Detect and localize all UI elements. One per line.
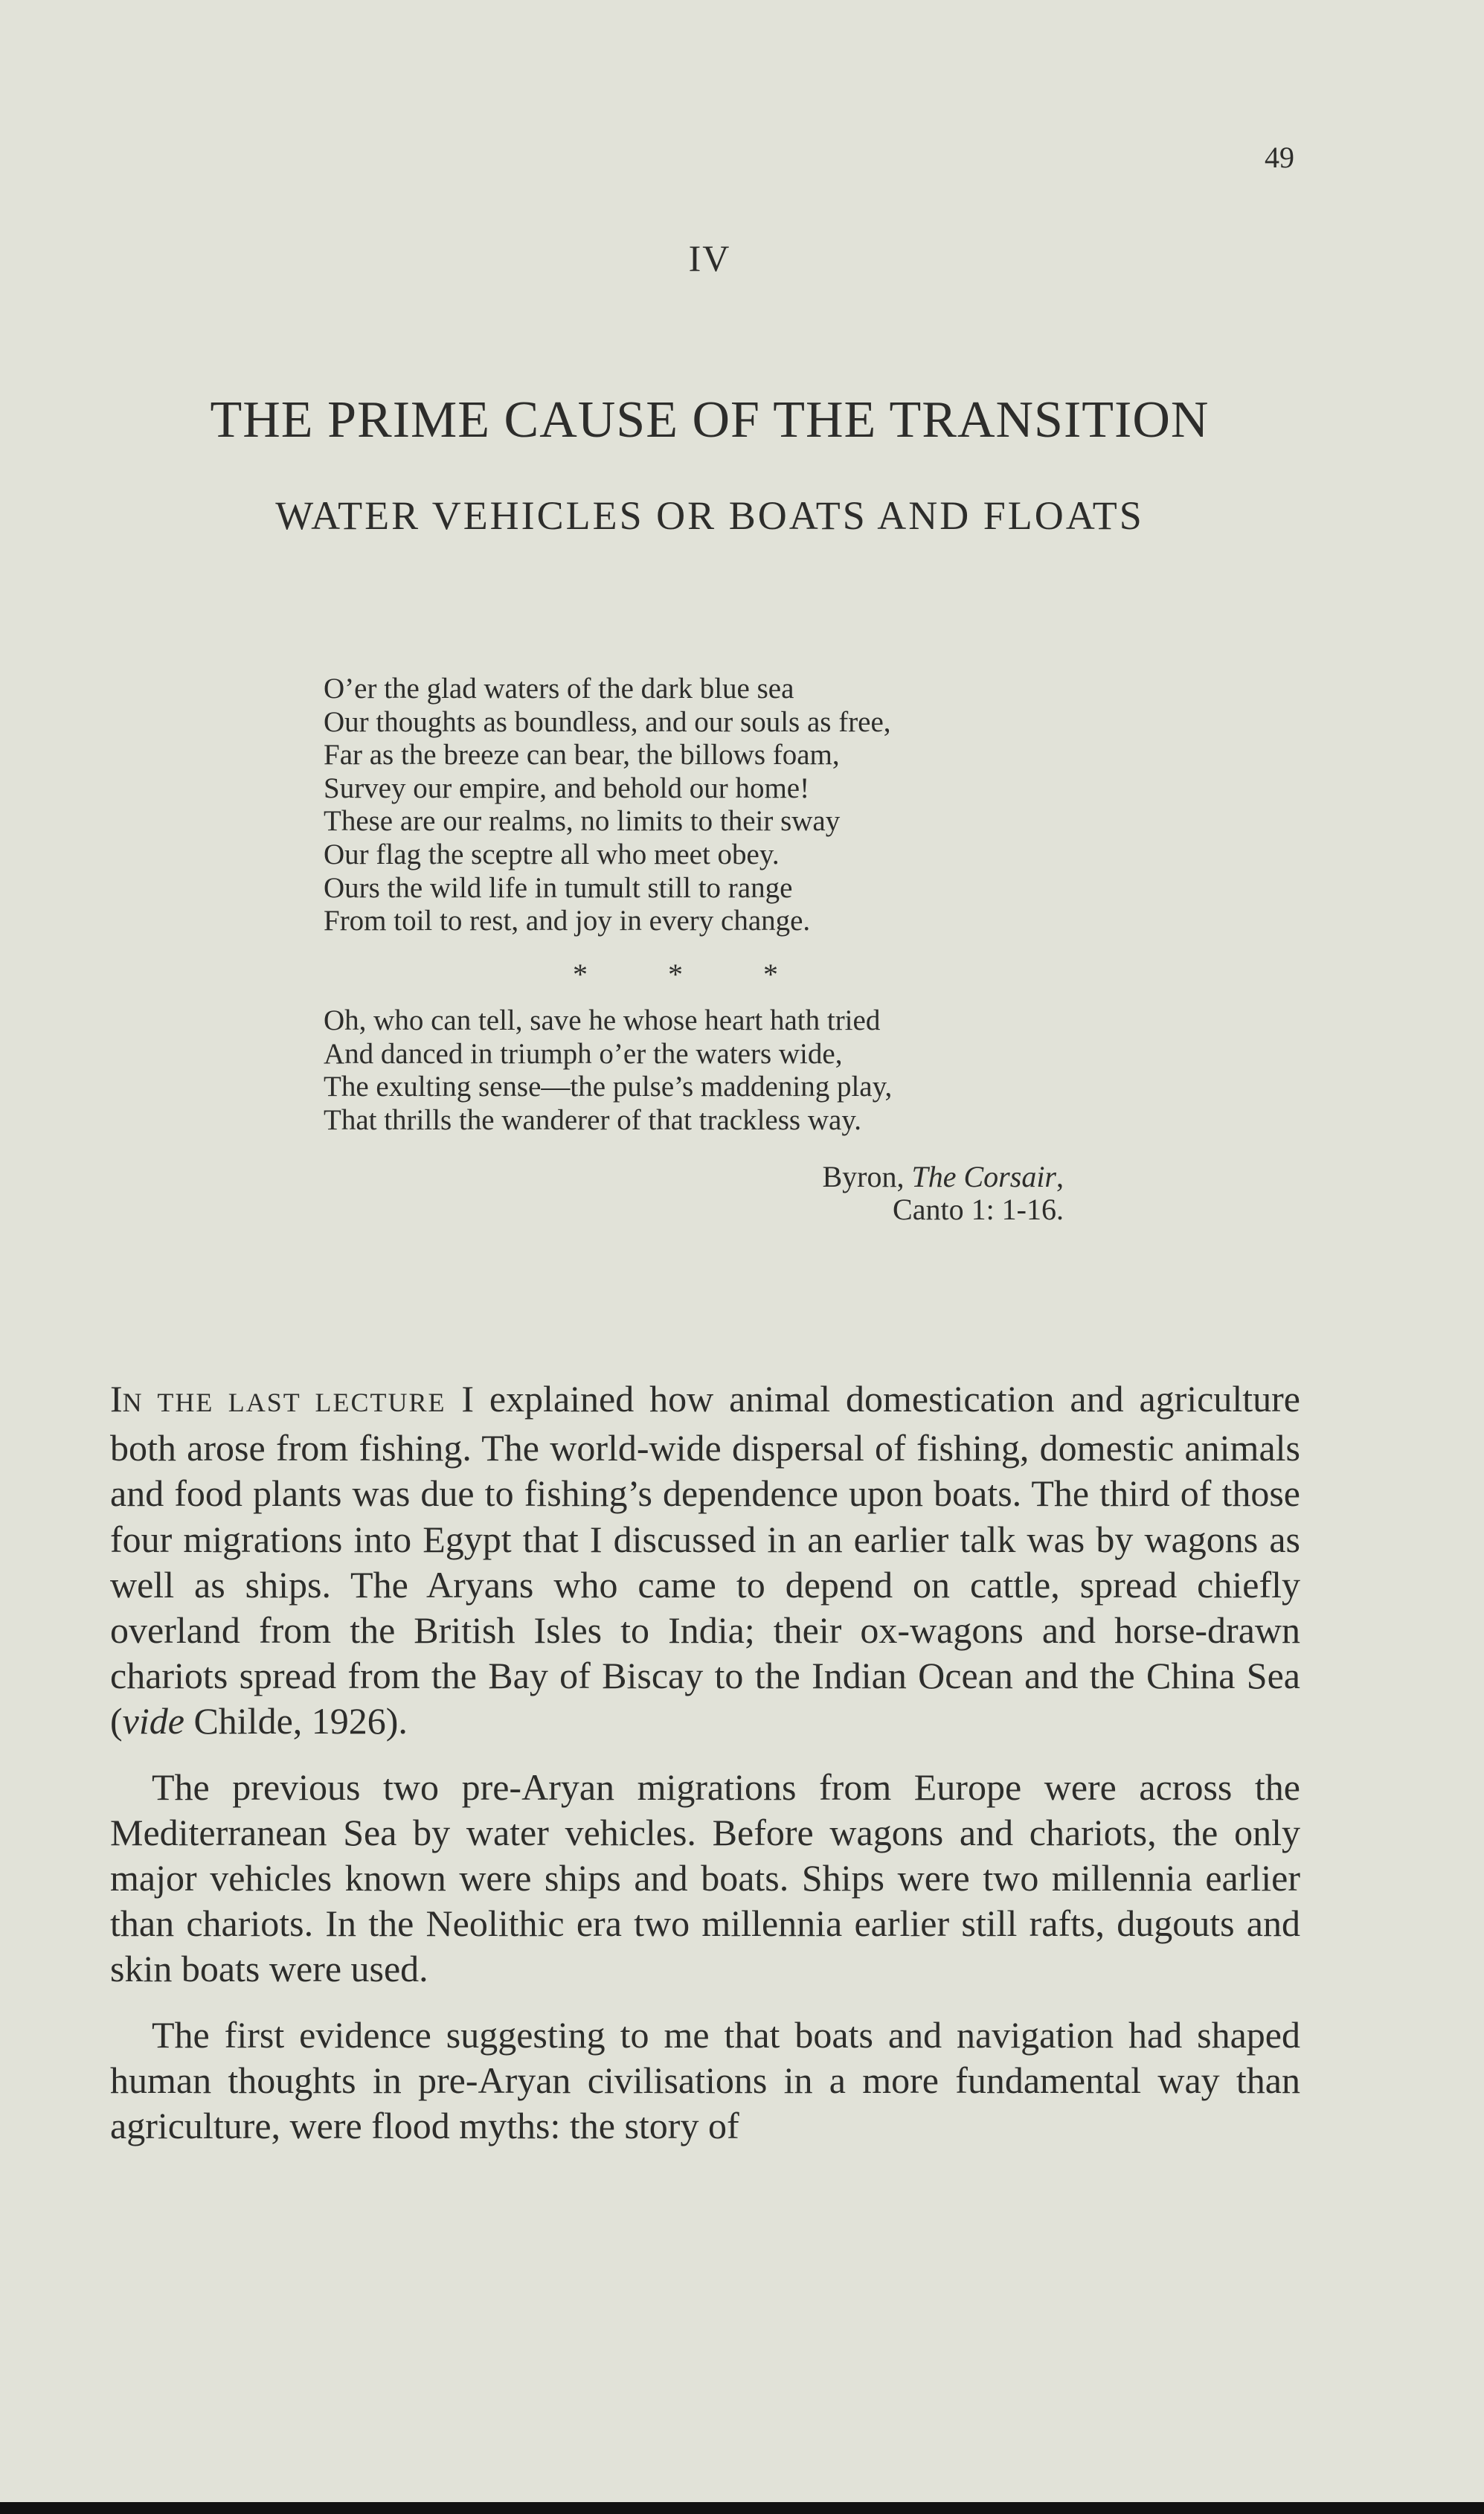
verse-line: The exulting sense—the pulse’s maddening play,	[324, 1071, 893, 1103]
vide-italic: vide	[122, 1700, 184, 1742]
epigraph-attribution	[759, 1161, 1064, 1226]
verse-line: O’er the glad waters of the dark blue sea	[324, 673, 794, 705]
attribution-author-line	[759, 1161, 1064, 1193]
verse-line: Our flag the sceptre all who meet obey.	[324, 838, 780, 870]
paragraph-1-text: I explained how animal domestication and agriculture both arose from fishing. The world-wide dispersal of fishing, domestic animals and food plants was due to fishing’s dependence upon boats. The third of those four migrations into Egypt that I discussed in an earlier talk was by wagons as well as ships. The Aryans who came to depend on cattle, spread chiefly overland from the British Isles to India; their ox-wagons and horse-drawn chariots spread from the Bay of Biscay to the Indian Ocean and the China Sea (	[110, 1378, 1300, 1742]
asterisk: *	[763, 958, 778, 991]
verse-line: Far as the breeze can bear, the billows foam,	[324, 739, 840, 772]
drop-first-letter: I	[110, 1378, 123, 1420]
verse-line: These are our realms, no limits to their sway	[324, 805, 841, 838]
attribution-work: The Corsair	[911, 1160, 1056, 1193]
verse-line: Our thoughts as boundless, and our souls as free,	[324, 705, 891, 738]
verse-line: Survey our empire, and behold our home!	[324, 772, 810, 804]
attribution-work-suffix: ,	[1056, 1160, 1064, 1193]
small-caps-opening: N THE LAST LECTURE	[122, 1388, 446, 1417]
epigraph-stanza-2	[324, 1004, 892, 1137]
stanza-separator	[573, 957, 858, 992]
verse-line: Ours the wild life in tumult still to range	[324, 871, 793, 904]
paragraph-2: The previous two pre-Aryan migrations from Europe were across the Mediterranean Sea by water vehicles. Before wagons and chariots, the only major vehicles known were ships and boats. Ships were two millennia earlier than chariots. In the Neolithic era two millennia earlier still rafts, dugouts and skin boats were used.	[110, 1766, 1300, 1990]
asterisk: *	[573, 958, 588, 991]
body-text	[110, 1376, 1300, 2169]
paragraph-1	[110, 1376, 1300, 1745]
attribution-canto: Canto 1: 1-16.	[893, 1193, 1064, 1226]
page-number: 49	[1265, 141, 1294, 174]
epigraph-stanza-1	[324, 673, 891, 938]
chapter-number: IV	[688, 237, 731, 279]
paragraph-1-end: Childe, 1926).	[184, 1700, 408, 1742]
verse-line: That thrills the wanderer of that trackless way.	[324, 1103, 862, 1136]
attribution-author: Byron,	[822, 1160, 912, 1193]
verse-line: And danced in triumph o’er the waters wide,	[324, 1037, 843, 1070]
verse-line: From toil to rest, and joy in every change.	[324, 905, 811, 937]
chapter-subtitle: WATER VEHICLES OR BOATS AND FLOATS	[275, 493, 1144, 538]
verse-line: Oh, who can tell, save he whose heart hath tried	[324, 1004, 881, 1036]
paragraph-3: The first evidence suggesting to me that boats and navigation had shaped human thoughts in pre-Aryan civilisations in a more fundamental way than agriculture, were flood myths: the story of	[110, 2013, 1300, 2147]
scan-bottom-edge	[0, 2502, 1484, 2514]
asterisk: *	[668, 958, 683, 991]
chapter-title: THE PRIME CAUSE OF THE TRANSITION	[210, 391, 1210, 449]
